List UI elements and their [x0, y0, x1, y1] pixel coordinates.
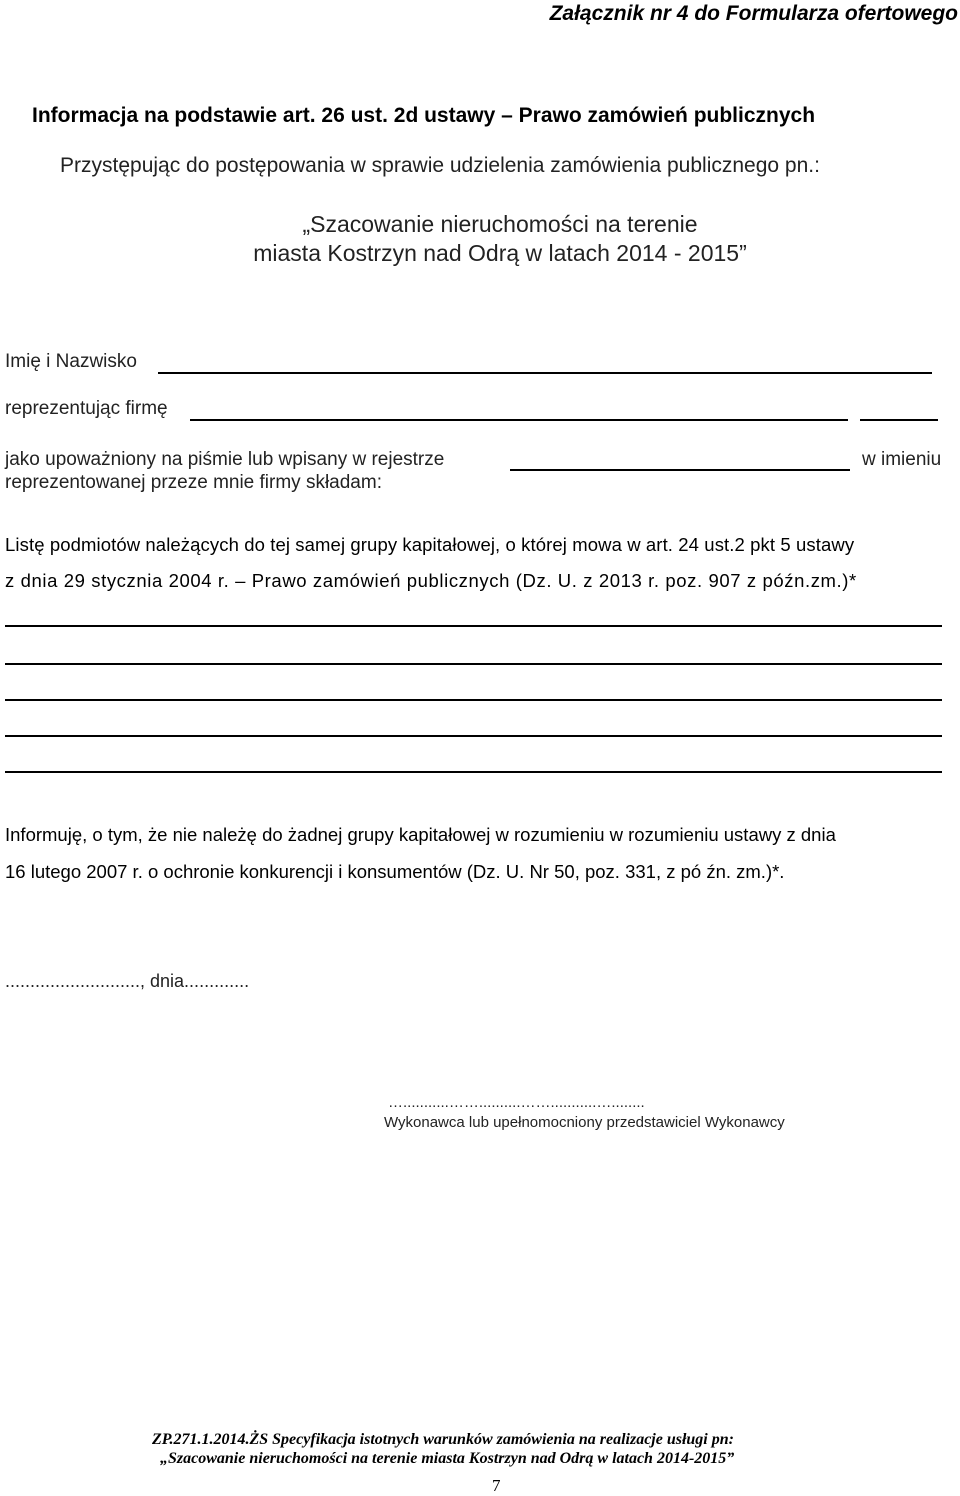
- blank-line-1[interactable]: [5, 625, 942, 627]
- company-label: reprezentując firmę: [5, 398, 168, 419]
- procurement-title-line1: „Szacowanie nieruchomości na terenie: [302, 211, 698, 237]
- document-heading: Informacja na podstawie art. 26 ust. 2d ustawy – Prawo zamówień publicznych: [32, 104, 816, 127]
- blank-line-2[interactable]: [5, 663, 942, 665]
- register-label: jako upoważniony na piśmie lub wpisany w rejestrze: [5, 449, 445, 470]
- on-behalf-label: w imieniu: [862, 449, 942, 470]
- info-paragraph-line2: 16 lutego 2007 r. o ochronie konkurencji i konsumentów (Dz. U. Nr 50, poz. 331, z pó źn. zm.)*.: [5, 861, 785, 882]
- page-number: 7: [492, 1476, 501, 1495]
- name-field-line[interactable]: [158, 372, 932, 374]
- company-field-line-2[interactable]: [860, 419, 938, 421]
- blank-line-4[interactable]: [5, 735, 942, 737]
- footer-line1: ZP.271.1.2014.ŻS Specyfikacja istotnych warunków zamówienia na realizacje usługi pn:: [152, 1431, 734, 1448]
- company-field-line[interactable]: [190, 419, 848, 421]
- signature-label: Wykonawca lub upełnomocniony przedstawiciel Wykonawcy: [384, 1114, 785, 1131]
- blank-line-3[interactable]: [5, 699, 942, 701]
- place-date-field[interactable]: ..........................., dnia.............: [5, 971, 250, 991]
- list-paragraph-line1: Listę podmiotów należących do tej samej grupy kapitałowej, o której mowa w art. 24 ust.2 pkt 5 ustawy: [5, 534, 855, 555]
- declare-label: reprezentowanej przeze mnie firmy składam:: [5, 472, 382, 493]
- procurement-title-line2: miasta Kostrzyn nad Odrą w latach 2014 - 2015”: [253, 240, 747, 266]
- footer-line2: „Szacowanie nieruchomości na terenie miasta Kostrzyn nad Odrą w latach 2014-2015”: [160, 1450, 735, 1467]
- signature-dots: …...........……..........……...........…........: [388, 1094, 645, 1111]
- list-paragraph-line2: z dnia 29 stycznia 2004 r. – Prawo zamówień publicznych (Dz. U. z 2013 r. poz. 907 z późn.zm.)*: [5, 570, 857, 591]
- register-field-line[interactable]: [510, 469, 850, 471]
- blank-line-5[interactable]: [5, 771, 942, 773]
- info-paragraph-line1: Informuję, o tym, że nie należę do żadnej grupy kapitałowej w rozumieniu w rozumieniu ustawy z dnia: [5, 824, 836, 845]
- annex-label: Załącznik nr 4 do Formularza ofertowego: [549, 2, 958, 25]
- intro-text: Przystępując do postępowania w sprawie udzielenia zamówienia publicznego pn.:: [60, 154, 820, 177]
- name-label: Imię i Nazwisko: [5, 351, 137, 372]
